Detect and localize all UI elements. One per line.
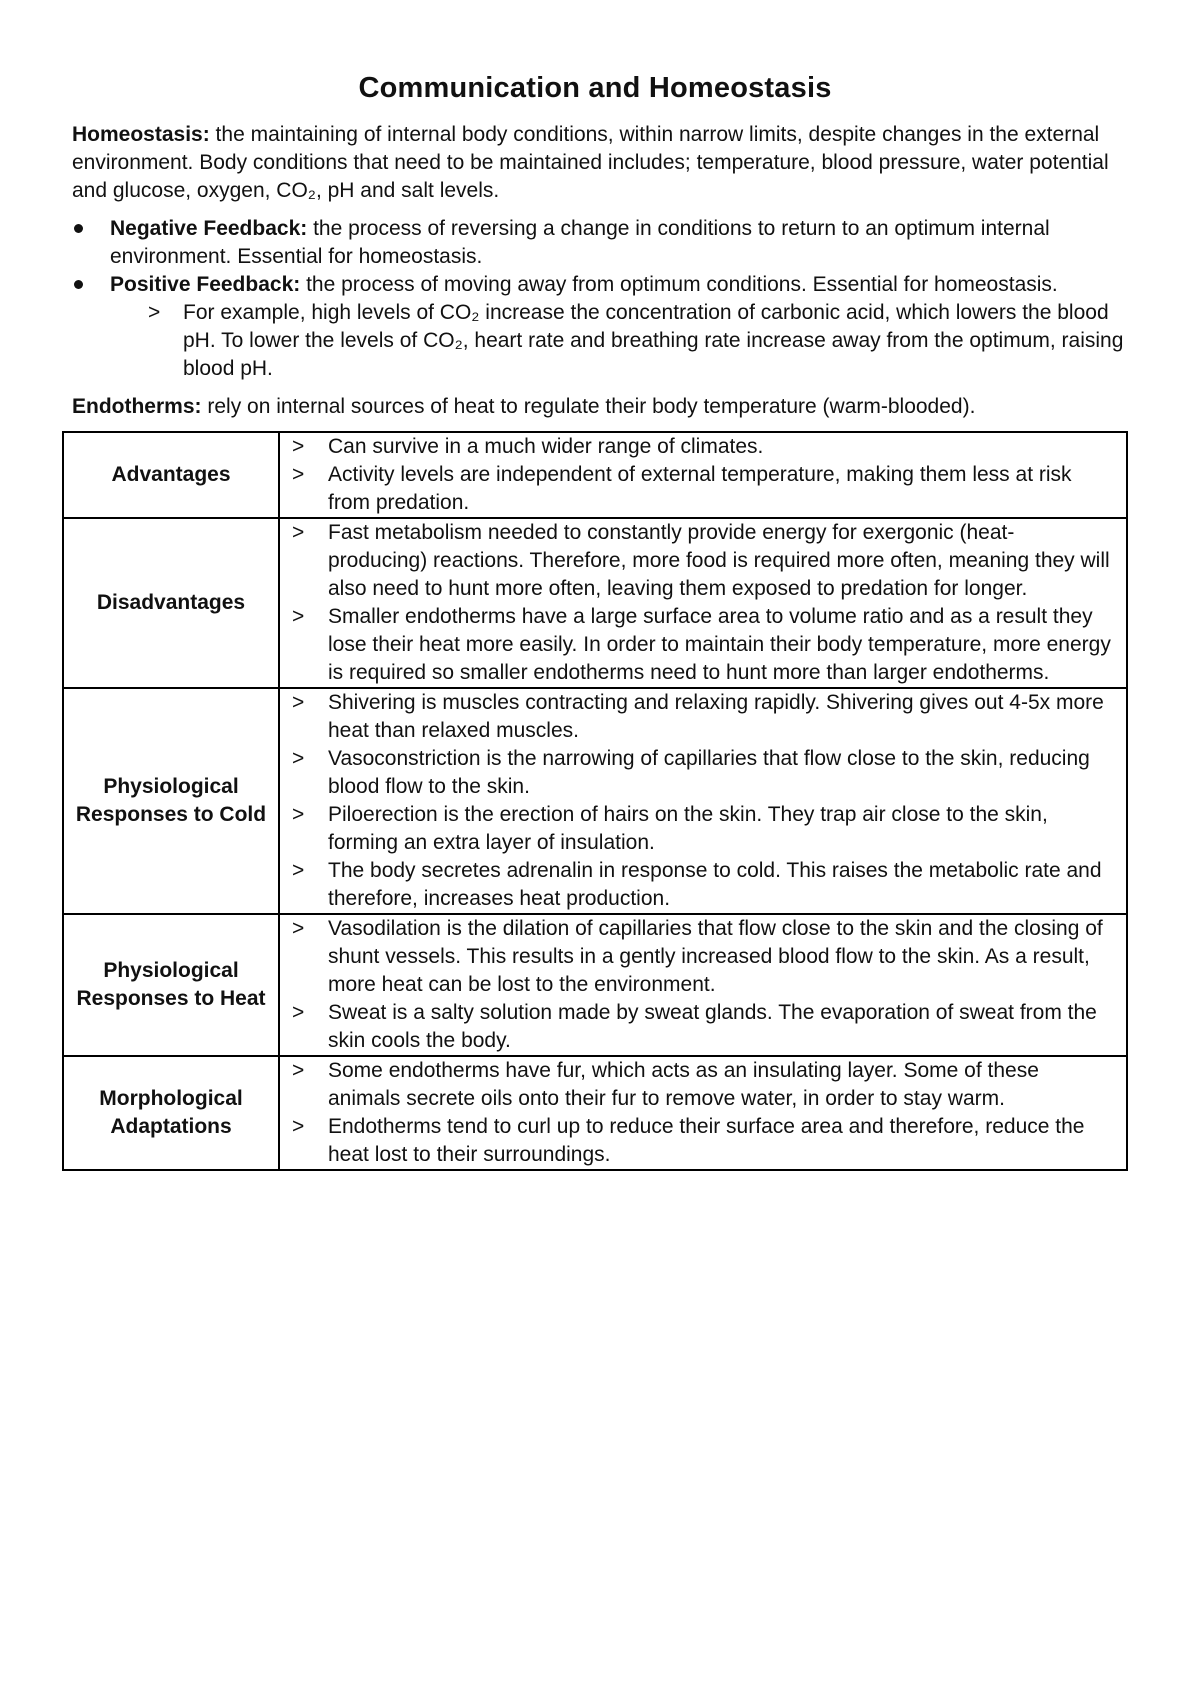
list-item [290, 801, 1112, 857]
table-row [63, 518, 1127, 688]
bullet-icon [74, 224, 83, 233]
bullet-icon [74, 280, 83, 289]
arrow-marker-icon: > [292, 521, 305, 544]
endotherms-term: Endotherms: [72, 395, 202, 418]
arrow-marker-icon: > [292, 1059, 305, 1082]
endotherms-definition [72, 393, 1128, 421]
endotherms-text: rely on internal sources of heat to regulate their body temperature (warm-blooded). [201, 395, 976, 418]
homeostasis-definition [72, 121, 1128, 205]
list-item-negative-feedback [72, 215, 1128, 271]
arrow-marker-icon: > [292, 917, 305, 940]
positive-feedback-text: the process of moving away from optimum conditions. Essential for homeostasis. [300, 273, 1058, 296]
example-text: For example, high levels of CO₂ increase the concentration of carbonic acid, which lowers the blood pH. To lower the levels of CO₂, heart rate and breathing rate increase away from the optimum, raising blood pH. [183, 301, 1124, 380]
item-text: The body secretes adrenalin in response to cold. This raises the metabolic rate and therefore, increases heat production. [328, 859, 1102, 910]
item-text: Can survive in a much wider range of climates. [328, 435, 764, 458]
item-text: Shivering is muscles contracting and relaxing rapidly. Shivering gives out 4-5x more heat than relaxed muscles. [328, 691, 1104, 742]
item-text: Vasoconstriction is the narrowing of capillaries that flow close to the skin, reducing blood flow to the skin. [328, 747, 1090, 798]
feedback-list [62, 215, 1128, 383]
arrow-marker-icon: > [292, 859, 305, 882]
row-items [290, 433, 1112, 517]
homeostasis-text: the maintaining of internal body conditions, within narrow limits, despite changes in the external environment. Body conditions that need to be maintained includes; temperature, blood pressure, water potential and glucose, oxygen, CO₂, pH and salt levels. [72, 123, 1109, 202]
homeostasis-term: Homeostasis: [72, 123, 210, 146]
item-text: Some endotherms have fur, which acts as an insulating layer. Some of these animals secrete oils onto their fur to remove water, in order to stay warm. [328, 1059, 1039, 1110]
table-row [63, 914, 1127, 1056]
arrow-marker-icon: > [292, 605, 305, 628]
row-items [290, 915, 1112, 1055]
row-content [279, 1056, 1127, 1170]
list-item [290, 1057, 1112, 1113]
row-items [290, 1057, 1112, 1169]
positive-feedback-term: Positive Feedback: [110, 273, 301, 296]
item-text: Activity levels are independent of external temperature, making them less at risk from predation. [328, 463, 1072, 514]
arrow-marker-icon: > [292, 803, 305, 826]
list-item [290, 603, 1112, 687]
row-content [279, 688, 1127, 914]
list-item [290, 857, 1112, 913]
list-item-example [148, 299, 1128, 383]
list-item [290, 461, 1112, 517]
row-label: Morphological Adaptations [63, 1056, 279, 1170]
endotherms-table [62, 431, 1128, 1171]
item-text: Fast metabolism needed to constantly provide energy for exergonic (heat-producing) reactions. Therefore, more food is required more often, meaning they will also need to hunt more often, leaving them exposed to predation for longer. [328, 521, 1110, 600]
arrow-marker-icon: > [292, 691, 305, 714]
table-row [63, 432, 1127, 518]
arrow-marker-icon: > [148, 301, 161, 324]
list-item [290, 745, 1112, 801]
list-item [290, 519, 1112, 603]
item-text: Endotherms tend to curl up to reduce their surface area and therefore, reduce the heat lost to their surroundings. [328, 1115, 1085, 1166]
table-row [63, 1056, 1127, 1170]
list-item-positive-feedback [72, 271, 1128, 383]
row-label: Advantages [63, 432, 279, 518]
table-row [63, 688, 1127, 914]
item-text: Smaller endotherms have a large surface area to volume ratio and as a result they lose their heat more easily. In order to maintain their body temperature, more energy is required so smaller endotherms need to hunt more than larger endotherms. [328, 605, 1111, 684]
page-title: Communication and Homeostasis [358, 72, 832, 104]
list-item [290, 433, 1112, 461]
item-text: Vasodilation is the dilation of capillaries that flow close to the skin and the closing of shunt vessels. This results in a gently increased blood flow to the skin. As a result, more heat can be lost to the environment. [328, 917, 1103, 996]
row-label: Physiological Responses to Heat [63, 914, 279, 1056]
item-text: Piloerection is the erection of hairs on the skin. They trap air close to the skin, forming an extra layer of insulation. [328, 803, 1048, 854]
list-item [290, 915, 1112, 999]
endotherms-table-body [63, 432, 1127, 1170]
arrow-marker-icon: > [292, 435, 305, 458]
list-item [290, 999, 1112, 1055]
row-items [290, 689, 1112, 913]
row-content [279, 432, 1127, 518]
arrow-marker-icon: > [292, 747, 305, 770]
row-label: Physiological Responses to Cold [63, 688, 279, 914]
item-text: Sweat is a salty solution made by sweat glands. The evaporation of sweat from the skin cools the body. [328, 1001, 1097, 1052]
arrow-marker-icon: > [292, 1115, 305, 1138]
row-content [279, 518, 1127, 688]
negative-feedback-text: the process of reversing a change in conditions to return to an optimum internal environment. Essential for homeostasis. [110, 217, 1050, 268]
arrow-marker-icon: > [292, 463, 305, 486]
negative-feedback-term: Negative Feedback: [110, 217, 308, 240]
arrow-marker-icon: > [292, 1001, 305, 1024]
example-list [110, 299, 1128, 383]
row-label: Disadvantages [63, 518, 279, 688]
row-content [279, 914, 1127, 1056]
list-item [290, 1113, 1112, 1169]
list-item [290, 689, 1112, 745]
row-items [290, 519, 1112, 687]
